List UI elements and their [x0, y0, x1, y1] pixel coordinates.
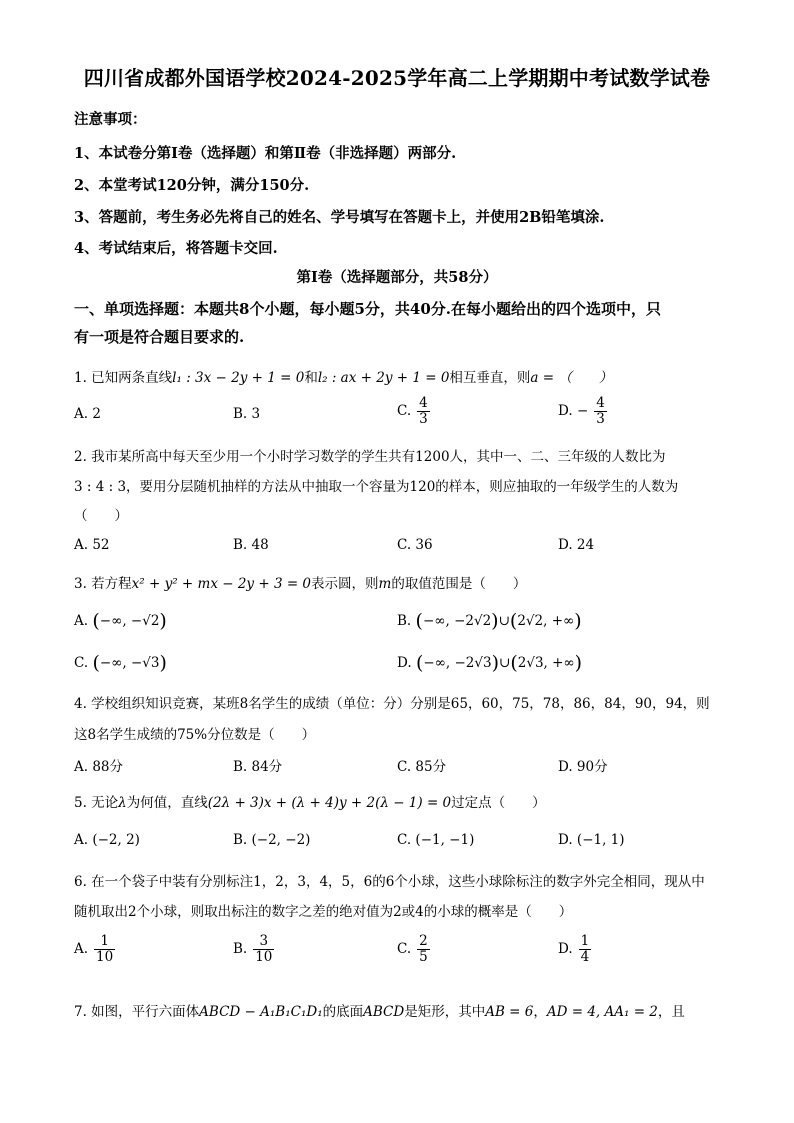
- q1-post: 相互垂直，则: [449, 370, 531, 386]
- q6-a-fraction: [94, 934, 115, 965]
- q6-c-num: 2: [419, 933, 428, 949]
- q1-d-label: D.: [558, 402, 573, 419]
- question-4-line-1: 4. 学校组织知识竞赛，某班8名学生的成绩（单位：分）分别是65，60，75，78，86，84，90，94，则: [74, 696, 710, 712]
- q7-base: ABCD: [363, 1004, 405, 1020]
- notice-item-3: 3、答题前，考生务必先将自己的姓名、学号填写在答题卡上，并使用2B铅笔填涂.: [74, 209, 605, 226]
- q3-option-b: B. (−∞, −2√2)∪(2√2, +∞): [397, 610, 582, 632]
- q7-mid: 的底面: [322, 1004, 364, 1020]
- q6-b-num: 3: [253, 934, 274, 950]
- q6-a-den: 10: [96, 948, 114, 965]
- q6-option-c: [397, 934, 430, 965]
- part-one-line-2: 有一项是符合题目要求的.: [74, 328, 245, 346]
- q1-d-num: 4: [596, 395, 605, 411]
- q3-equation: x² + y² + mx − 2y + 3 = 0: [131, 576, 312, 592]
- q3-a-value: −∞, −√2: [99, 613, 160, 629]
- q3-prefix: 3. 若方程: [74, 576, 132, 592]
- q6-d-label: D.: [558, 940, 573, 957]
- notice-item-4: 4、考试结束后，将答题卡交回.: [74, 240, 278, 257]
- q6-option-d: [558, 934, 591, 965]
- question-7: [74, 1000, 685, 1020]
- question-2-line-1: 2. 我市某所高中每天至少用一个小时学习数学的学生共有1200人，其中一、二、三年级的人数比为: [74, 449, 666, 465]
- notice-item-2: 2、本堂考试120分钟，满分150分.: [74, 177, 310, 194]
- q3-a-label: A.: [74, 613, 89, 629]
- q1-d-fraction: [594, 396, 607, 427]
- question-2-line-3: （ ）: [74, 508, 128, 524]
- q1-prefix: 1. 已知两条直线: [74, 370, 173, 386]
- q5-post: 过定点（ ）: [451, 795, 546, 811]
- question-1: [74, 366, 612, 386]
- q6-c-label: C.: [397, 940, 412, 957]
- q7-ad: AD = 4, AA₁ = 2: [546, 1004, 658, 1020]
- q5-option-a: A. (−2, 2): [74, 832, 140, 848]
- question-6-line-1: 6. 在一个袋子中装有分别标注1，2，3，4，5，6的6个小球，这些小球除标注的数字外完全相同，现从中: [74, 874, 705, 890]
- q1-d-den: 3: [596, 410, 605, 427]
- question-4-line-2: 这8名学生成绩的75%分位数是（ ）: [74, 727, 316, 743]
- q6-b-label: B.: [233, 940, 248, 957]
- q6-b-den: 10: [255, 948, 273, 965]
- notice-heading: 注意事项：: [74, 111, 147, 128]
- q3-d-value-1: −∞, −2√3: [423, 655, 492, 671]
- q2-option-d: D. 24: [558, 537, 595, 553]
- q5-equation: (2λ + 3)x + (λ + 4)y + 2(λ − 1) = 0: [207, 795, 452, 811]
- q4-option-b: B. 84分: [233, 759, 283, 775]
- q1-option-c: [397, 396, 430, 427]
- q6-a-num: 1: [94, 934, 115, 950]
- question-2-line-2: 3 : 4 : 3，要用分层随机抽样的方法从中抽取一个容量为120的样本，则应抽取的一年级学生的人数为: [74, 479, 679, 495]
- q5-option-c: C. (−1, −1): [397, 832, 475, 848]
- q3-b-value-1: −∞, −2√2: [422, 613, 492, 629]
- q6-d-fraction: [579, 934, 592, 965]
- q7-ab: AB = 6: [485, 1004, 534, 1020]
- q3-c-value: −∞, −√3: [99, 655, 160, 671]
- q1-line-l2: l₂ : ax + 2y + 1 = 0: [317, 370, 450, 386]
- q2-option-a: A. 52: [74, 537, 110, 553]
- q6-option-a: [74, 934, 115, 965]
- q1-c-num: 4: [419, 395, 428, 411]
- q4-option-d: D. 90分: [558, 759, 608, 775]
- q5-lambda: λ: [118, 795, 127, 811]
- q3-d-value-2: 2√3, +∞: [517, 655, 575, 671]
- q4-option-c: C. 85分: [397, 759, 447, 775]
- q2-option-c: C. 36: [397, 537, 433, 553]
- q1-mid: 和: [304, 370, 318, 386]
- q2-option-b: B. 48: [233, 537, 269, 553]
- q5-option-d: D. (−1, 1): [558, 832, 625, 848]
- q6-b-fraction: [253, 934, 274, 965]
- q3-d-union: ∪: [499, 655, 511, 671]
- notice-item-1: 1、本试卷分第Ⅰ卷（选择题）和第Ⅱ卷（非选择题）两部分.: [74, 145, 457, 162]
- q3-b-label: B.: [397, 613, 412, 629]
- q1-c-label: C.: [397, 402, 412, 419]
- q6-a-label: A.: [74, 940, 89, 957]
- q6-c-den: 5: [419, 948, 428, 965]
- q3-b-union: ∪: [498, 613, 510, 629]
- q3-c-label: C.: [74, 655, 89, 671]
- q1-c-den: 3: [419, 410, 428, 427]
- q5-mid: 为何值，直线: [126, 795, 208, 811]
- q3-option-a: A. (−∞, −√2): [74, 610, 167, 632]
- q5-prefix: 5. 无论: [74, 795, 119, 811]
- q3-d-label: D.: [397, 655, 412, 671]
- q3-b-value-2: 2√2, +∞: [517, 613, 575, 629]
- question-3: [74, 572, 526, 592]
- question-6-line-2: 随机取出2个小球，则取出标注的数字之差的绝对值为2或4的小球的概率是（ ）: [74, 904, 573, 920]
- q3-variable: m: [378, 576, 392, 592]
- q3-post: 的取值范围是（ ）: [391, 576, 527, 592]
- q1-option-d: [558, 396, 607, 427]
- q7-prefix: 7. 如图，平行六面体: [74, 1004, 200, 1020]
- question-5: [74, 791, 546, 811]
- q7-end: ，且: [657, 1004, 685, 1020]
- part-one-line-1: 一、单项选择题：本题共8个小题，每小题5分，共40分.在每小题给出的四个选项中，只: [74, 300, 661, 318]
- q6-option-b: [233, 934, 274, 965]
- q7-solid: ABCD − A₁B₁C₁D₁: [199, 1004, 323, 1020]
- q3-mid: 表示圆，则: [311, 576, 379, 592]
- q1-c-fraction: [417, 396, 430, 427]
- q1-option-b: B. 3: [233, 406, 261, 422]
- q7-separator: ，: [533, 1004, 547, 1020]
- q7-post: 是矩形，其中: [404, 1004, 486, 1020]
- q3-option-d: D. (−∞, −2√3)∪(2√3, +∞): [397, 652, 583, 674]
- q1-option-a: A. 2: [74, 406, 101, 422]
- section-title: 第Ⅰ卷（选择题部分，共58分）: [296, 269, 498, 286]
- q4-option-a: A. 88分: [74, 759, 124, 775]
- q6-d-num: 1: [580, 933, 590, 949]
- q1-ask: a = （ ）: [530, 370, 613, 386]
- q3-option-c: C. (−∞, −√3): [74, 652, 167, 674]
- q6-d-den: 4: [580, 948, 590, 965]
- q1-line-l1: l₁ : 3x − 2y + 1 = 0: [172, 370, 305, 386]
- q1-d-sign: −: [576, 402, 589, 419]
- q5-option-b: B. (−2, −2): [233, 832, 311, 848]
- page-title: 四川省成都外国语学校2024-2025学年高二上学期期中考试数学试卷: [83, 66, 711, 90]
- q6-c-fraction: [417, 934, 430, 965]
